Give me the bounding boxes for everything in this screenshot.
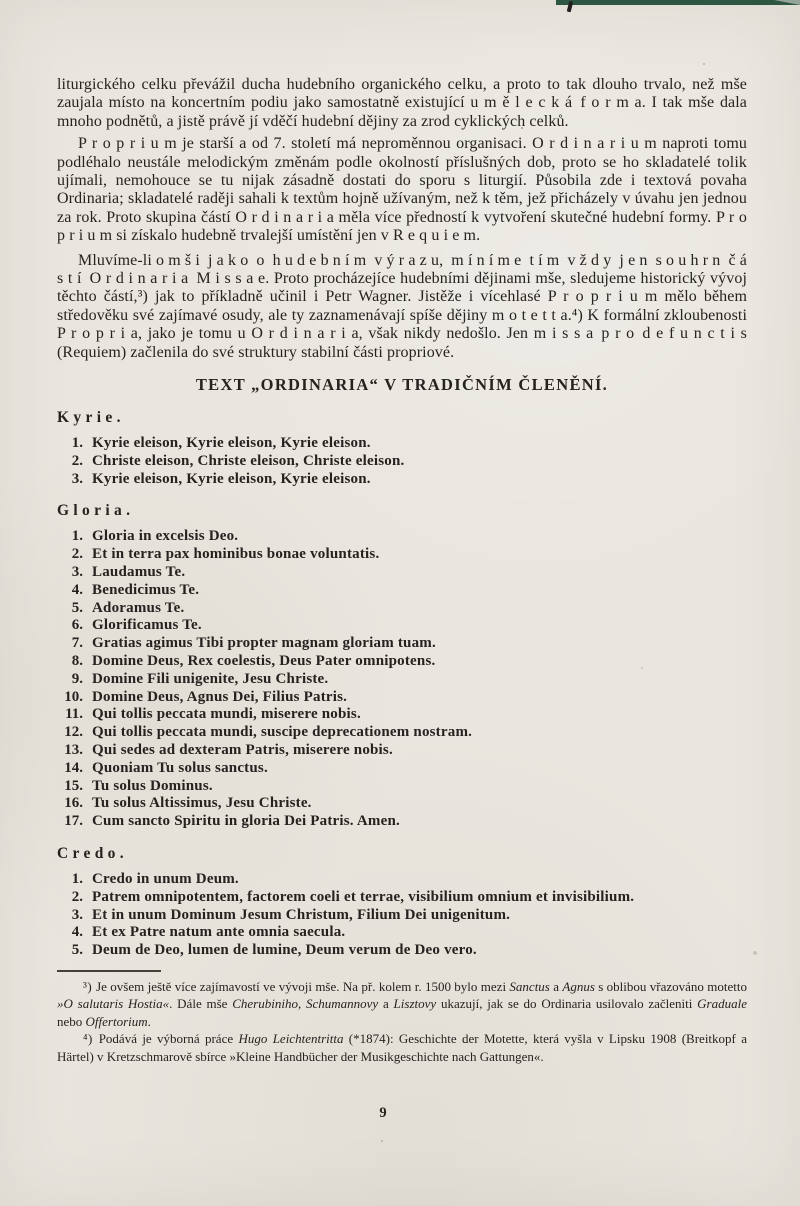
item-text: Cum sancto Spiritu in gloria Dei Patris. Amen.: [92, 813, 400, 830]
item-text: Patrem omnipotentem, factorem coeli et terrae, visibilium omnium et invisibilium.: [92, 888, 635, 905]
item-text: Et in terra pax hominibus bonae voluntatis.: [92, 546, 380, 563]
footnote-italic-text: Sanctus: [509, 979, 550, 995]
item-text: Tu solus Altissimus, Jesu Christe.: [92, 795, 312, 812]
list-item: [57, 942, 747, 960]
footnote-text: a: [378, 996, 394, 1012]
item-text: Et ex Patre natum ante omnia saecula.: [92, 924, 346, 941]
item-text: Adoramus Te.: [92, 599, 185, 616]
item-number: 10.: [64, 688, 83, 705]
list-item: [57, 813, 747, 831]
list-item: [57, 635, 747, 653]
footnote-text: a: [549, 979, 563, 995]
item-text: Benedicimus Te.: [92, 581, 200, 598]
item-number: 7.: [71, 635, 83, 652]
item-number: 3.: [71, 564, 83, 581]
footnote-italic-text: Hugo Leichtentritta: [238, 1031, 344, 1047]
item-text: Kyrie eleison, Kyrie eleison, Kyrie eleison.: [92, 435, 371, 452]
item-text: Glorificamus Te.: [92, 617, 202, 634]
footnote-text: ukazují, jak se do Ordinaria usilovalo začleniti: [436, 996, 698, 1012]
item-number: 1.: [71, 435, 83, 452]
list-item: [57, 706, 747, 724]
section-credo: [57, 844, 747, 960]
footnote-italic-text: »O salutaris Hostia«: [57, 996, 170, 1012]
list-item: [57, 871, 747, 889]
list-item: [57, 889, 747, 907]
footnote-text: .: [147, 1013, 151, 1029]
page-number: 9: [379, 1105, 387, 1121]
scan-edge-strip: [556, 0, 800, 5]
list-item: [57, 435, 747, 453]
chapter-heading: TEXT „ORDINARIA“ V TRADIČNÍM ČLENĚNÍ.: [195, 375, 609, 395]
item-number: 3.: [71, 906, 83, 923]
footnote-italic-text: Offertorium: [85, 1013, 148, 1029]
item-number: 13.: [64, 742, 83, 759]
item-text: Tu solus Dominus.: [92, 777, 213, 794]
list-item: [57, 689, 747, 707]
item-text: Credo in unum Deum.: [92, 871, 239, 888]
item-text: Quoniam Tu solus sanctus.: [92, 759, 268, 776]
section-list: [57, 871, 747, 960]
item-number: 16.: [64, 795, 83, 812]
item-text: Domine Deus, Agnus Dei, Filius Patris.: [92, 688, 348, 705]
item-number: 2.: [71, 452, 83, 469]
footnote-italic-text: Cherubiniho, Schumannovy: [232, 996, 379, 1012]
section-list: [57, 528, 747, 831]
section-title: Credo.: [57, 845, 128, 863]
item-number: 9.: [71, 670, 83, 687]
footnote-text: . Dále mše: [169, 996, 233, 1012]
item-text: Kyrie eleison, Kyrie eleison, Kyrie eleison.: [92, 470, 371, 487]
list-item: [57, 924, 747, 942]
footnote-marker: ⁴): [83, 1031, 99, 1047]
item-number: 1.: [71, 871, 83, 888]
item-number: 4.: [71, 581, 83, 598]
item-number: 5.: [71, 942, 83, 959]
footnote: [57, 978, 747, 1030]
item-number: 12.: [64, 724, 83, 741]
section-title: Kyrie.: [57, 409, 125, 427]
list-item: [57, 653, 747, 671]
list-item: [57, 795, 747, 813]
list-item: [57, 528, 747, 546]
footnote-italic-text: Agnus: [562, 979, 595, 995]
footnote-text: Je ovšem ještě více zajímavostí ve vývoji mše. Na př. kolem r. 1500 bylo mezi: [96, 979, 510, 995]
list-item: [57, 760, 747, 778]
list-item: [57, 453, 747, 471]
item-number: 1.: [71, 528, 83, 545]
item-text: Qui tollis peccata mundi, suscipe deprecationem nostram.: [92, 724, 473, 741]
footnote-italic-text: Graduale: [697, 996, 748, 1012]
section-list: [57, 435, 747, 488]
paragraph-2: P r o p r i u m je starší a od 7. století má neproměnnou organisaci. O r d i n a r i u m naproti tomu podléhalo neustále melodickým změnám podle okolností příslušných dob, proto se ho skladatelé tolik ujímali, nemohouce se tu nijak zásadně dostati do sporu s liturgií. Působila zde i textová povaha Ordinaria; skladatelé raději sahali k textům hojně užívaným, než k těm, jež přicházely v úvahu jen jednou za rok. Proto skupina částí O r d i n a r i a měla více předností k vytvoření skutečné hudební formy. P r o p r i u m si získalo hudebně trvalejší umístění jen v R e q u i e m.: [57, 135, 747, 245]
item-number: 4.: [71, 924, 83, 941]
item-text: Gratias agimus Tibi propter magnam gloriam tuam.: [92, 635, 436, 652]
footnotes: [57, 978, 747, 1065]
item-text: Laudamus Te.: [92, 564, 186, 581]
item-number: 6.: [71, 617, 83, 634]
list-item: [57, 907, 747, 925]
item-number: 17.: [64, 813, 83, 830]
item-text: Domine Fili unigenite, Jesu Christe.: [92, 670, 329, 687]
footnote-divider: [57, 970, 161, 972]
list-item: [57, 471, 747, 489]
list-item: [57, 617, 747, 635]
item-text: Domine Deus, Rex coelestis, Deus Pater omnipotens.: [92, 653, 436, 670]
list-item: [57, 671, 747, 689]
item-number: 2.: [71, 888, 83, 905]
item-text: Et in unum Dominum Jesum Christum, Filium Dei unigenitum.: [92, 906, 511, 923]
section-gloria: [57, 501, 747, 831]
item-text: Deum de Deo, lumen de lumine, Deum verum de Deo vero.: [92, 942, 477, 959]
list-item: [57, 742, 747, 760]
item-text: Christe eleison, Christe eleison, Christe eleison.: [92, 452, 405, 469]
footnote-text: (*1874): Geschichte der Motette, která vyšla v Lipsku 1908 (Breitkopf a Härtel) v Kretzschmarově sbírce »Kleine Handbücher der Musikgeschichte nach Gattungen«.: [57, 1031, 747, 1064]
item-number: 14.: [64, 759, 83, 776]
footnote-text: s oblibou vřazováno motetto: [594, 979, 747, 995]
list-item: [57, 582, 747, 600]
list-item: [57, 724, 747, 742]
section-kyrie: [57, 408, 747, 488]
item-number: 15.: [64, 777, 83, 794]
item-text: Qui sedes ad dexteram Patris, miserere nobis.: [92, 742, 393, 759]
list-item: [57, 546, 747, 564]
page-content: [57, 76, 747, 1065]
paragraph-1: liturgického celku převážil ducha hudebního organického celku, a proto to tak dlouho trvalo, než mše zaujala místo na koncertním podiu jako samostatně existující u m ě l e c k á f o r m a. I tak mše dala mnoho podnětů, a jistě právě jí vděčí hudební dějiny za zrod cyklických celků.: [57, 76, 747, 130]
ordinarium-sections: [57, 408, 747, 960]
section-title: Gloria.: [57, 502, 135, 520]
footnote-text: nebo: [57, 1013, 86, 1029]
item-number: 3.: [71, 470, 83, 487]
paragraph-3: Mluvíme-li o m š i j a k o o h u d e b n í m v ý r a z u, m í n í m e t í m v ž d y j e n s o u h r n č á s t í O r d i n a r i a M i s s a e. Proto procházejíce hudebními dějinami mše, sledujeme historický vývoj těchto částí,³) jak to příkladně učinil i Petr Wagner. Jistěže i vícehlasé P r o p r i u m mělo během středověku své zajímavé osudy, ale ty zaznamenávají spíše dějiny m o t e t t a.⁴) K formální zkloubenosti P r o p r i a, jako je tomu u O r d i n a r i a, však nikdy nedošlo. Jen m i s s a p r o d e f u n c t i s (Requiem) začlenila do své struktury stabilní části propriové.: [57, 251, 747, 361]
item-number: 11.: [65, 706, 83, 723]
list-item: [57, 564, 747, 582]
footnote-text: Podává je výborná práce: [98, 1031, 239, 1047]
list-item: [57, 778, 747, 796]
item-text: Qui tollis peccata mundi, miserere nobis.: [92, 706, 361, 723]
item-text: Gloria in excelsis Deo.: [92, 528, 239, 545]
footnote: [57, 1030, 747, 1065]
list-item: [57, 600, 747, 618]
item-number: 8.: [71, 653, 83, 670]
item-number: 5.: [71, 599, 83, 616]
footnote-marker: ³): [83, 979, 97, 995]
item-number: 2.: [71, 546, 83, 563]
footnote-italic-text: Lisztovy: [393, 996, 437, 1012]
